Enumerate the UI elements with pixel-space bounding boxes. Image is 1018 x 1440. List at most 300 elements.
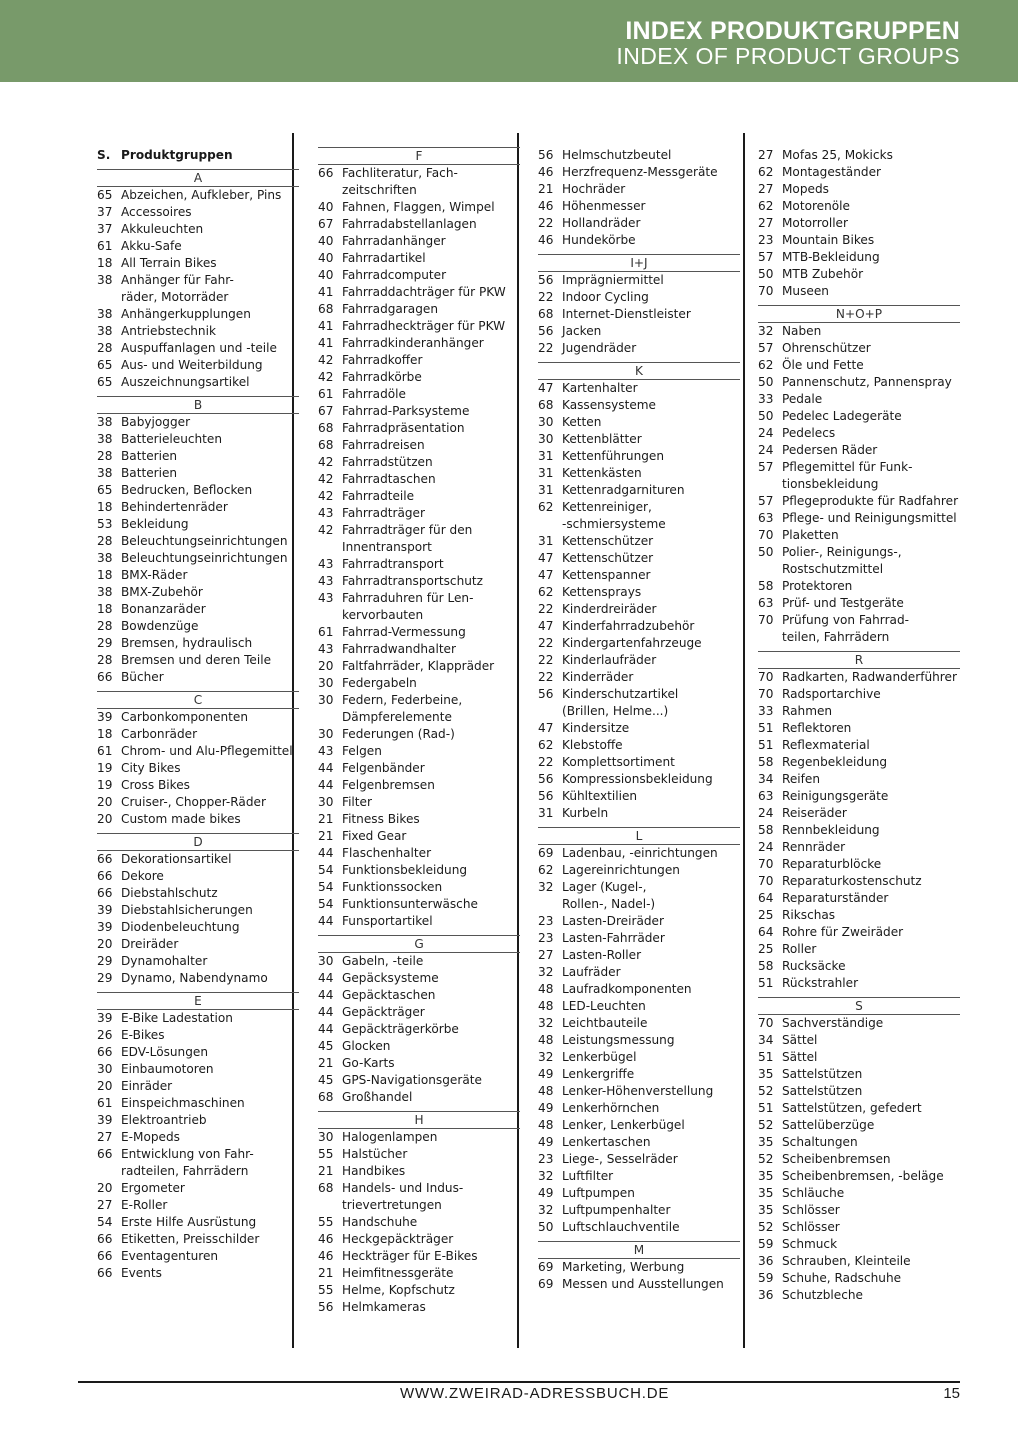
index-entry [318,556,520,573]
entry-page-number: 32 [538,1203,554,1217]
index-entry [758,527,960,544]
index-entry [538,482,740,499]
index-entry [538,981,740,998]
index-entry [318,437,520,454]
index-entry [318,199,520,216]
entry-label: Halogenlampen [342,1130,438,1144]
entry-page-number: 52 [758,1084,774,1098]
index-entry [758,283,960,300]
entry-label: Rahmen [782,704,833,718]
index-entry [538,584,740,601]
entry-label: Ketten [562,415,602,429]
entry-page-number: 61 [318,625,334,639]
entry-page-number: 58 [758,755,774,769]
index-entry [318,970,520,987]
index-entry [97,811,299,828]
entry-label: Handels- und Indus- trievertretungen [342,1181,464,1212]
entry-label: Kinderschutzartikel (Brillen, Helme...) [562,687,679,718]
index-entry [758,459,960,493]
index-entry [318,318,520,335]
entry-page-number: 32 [758,324,774,338]
entry-label: Rikschas [782,908,836,922]
entry-page-number: 18 [97,727,113,741]
index-entry [758,408,960,425]
entry-label: Indoor Cycling [562,290,649,304]
entry-label: Akku-Safe [121,239,182,253]
entry-page-number: 42 [318,455,334,469]
index-entry [538,964,740,981]
entry-page-number: 22 [538,216,554,230]
entry-page-number: 48 [538,1033,554,1047]
entry-label: Cross Bikes [121,778,190,792]
entry-page-number: 68 [318,421,334,435]
index-entry [97,516,299,533]
entry-label: Prüf- und Testgeräte [782,596,904,610]
entry-label: Lasten-Fahrräder [562,931,665,945]
entry-page-number: 42 [318,472,334,486]
index-entry [318,794,520,811]
entry-label: Handschuhe [342,1215,418,1229]
entry-page-number: 50 [758,409,774,423]
index-column-4 [758,147,960,1304]
entry-label: Reflektoren [782,721,852,735]
index-entry [318,760,520,777]
entry-label: Chrom- und Alu-Pflegemittel [121,744,293,758]
entry-page-number: 42 [318,489,334,503]
entry-label: Fahrradstützen [342,455,433,469]
entry-page-number: 56 [538,772,554,786]
entry-label: Internet-Dienstleister [562,307,691,321]
footer-url[interactable]: WWW.ZWEIRAD-ADRESSBUCH.DE [400,1385,670,1402]
entry-page-number: 51 [758,976,774,990]
entry-page-number: 69 [538,846,554,860]
entry-label: Dekore [121,869,164,883]
index-entry [318,1055,520,1072]
index-entry [538,1168,740,1185]
entry-label: Kinderräder [562,670,634,684]
entry-label: Filter [342,795,372,809]
entry-label: Pedelec Ladegeräte [782,409,902,423]
entry-label: Ladenbau, -einrichtungen [562,846,718,860]
index-entry [538,181,740,198]
entry-label: Elektroantrieb [121,1113,207,1127]
entry-page-number: 52 [758,1152,774,1166]
entry-page-number: 47 [538,619,554,633]
entry-page-number: 66 [97,852,113,866]
index-entry [758,340,960,357]
index-entry [758,1253,960,1270]
entry-label: Felgenbremsen [342,778,435,792]
entry-label: Funktionsunterwäsche [342,897,478,911]
entry-page-number: 35 [758,1169,774,1183]
entry-page-number: 51 [758,1050,774,1064]
entry-label: Kettenblätter [562,432,642,446]
entry-page-number: 35 [758,1067,774,1081]
index-entry [318,896,520,913]
index-entry [97,601,299,618]
entry-label: Schrauben, Kleinteile [782,1254,911,1268]
entry-label: Fahrradabstellanlagen [342,217,477,231]
entry-page-number: 66 [318,166,334,180]
entry-page-number: 51 [758,721,774,735]
entry-label: Babyjogger [121,415,191,429]
index-entry [318,386,520,403]
entry-label: GPS-Navigationsgeräte [342,1073,482,1087]
index-entry [758,266,960,283]
entry-label: Pedelecs [782,426,836,440]
entry-page-number: 25 [758,942,774,956]
entry-page-number: 18 [97,500,113,514]
entry-page-number: 30 [97,1062,113,1076]
entry-label: Imprägniermittel [562,273,664,287]
entry-label: Liege-, Sesselräder [562,1152,678,1166]
index-entry [758,215,960,232]
entry-page-number: 31 [538,466,554,480]
index-entry [97,204,299,221]
entry-page-number: 45 [318,1073,334,1087]
entry-label: Federn, Federbeine, Dämpferelemente [342,693,463,724]
entry-label: Rennräder [782,840,846,854]
index-entry [318,522,520,556]
entry-page-number: 38 [97,551,113,565]
index-entry [318,675,520,692]
entry-label: Gepäckträger [342,1005,425,1019]
entry-label: Luftpumpenhalter [562,1203,671,1217]
entry-page-number: 70 [758,687,774,701]
section-letter: E [97,992,299,1010]
entry-label: Schuhe, Radschuhe [782,1271,902,1285]
index-entry [758,771,960,788]
entry-page-number: 37 [97,222,113,236]
entry-page-number: 43 [318,557,334,571]
entry-page-number: 52 [758,1118,774,1132]
entry-label: Lenker-Höhenverstellung [562,1084,714,1098]
index-entry [538,289,740,306]
entry-label: Kettenführungen [562,449,665,463]
entry-page-number: 68 [538,307,554,321]
entry-label: Schläuche [782,1186,845,1200]
entry-page-number: 62 [758,358,774,372]
entry-label: Heimfitnessgeräte [342,1266,454,1280]
entry-label: Diodenbeleuchtung [121,920,240,934]
entry-page-number: 46 [538,199,554,213]
entry-label: Accessoires [121,205,192,219]
entry-page-number: 30 [318,1130,334,1144]
entry-label: Luftfilter [562,1169,614,1183]
index-entry [538,788,740,805]
entry-page-number: 46 [538,165,554,179]
entry-label: Roller [782,942,817,956]
entry-label: Bowdenzüge [121,619,199,633]
entry-label: Fahrradcomputer [342,268,447,282]
index-entry [318,216,520,233]
index-entry [97,1095,299,1112]
entry-label: Reparaturkostenschutz [782,874,922,888]
entry-page-number: 30 [538,432,554,446]
entry-page-number: 21 [318,812,334,826]
entry-page-number: 58 [758,823,774,837]
page-header [0,0,1018,82]
index-entry [538,323,740,340]
entry-page-number: 68 [318,1090,334,1104]
entry-label: Batterien [121,466,178,480]
entry-page-number: 49 [538,1067,554,1081]
entry-page-number: 35 [758,1135,774,1149]
entry-label: Prüfung von Fahrrad- teilen, Fahrrädern [782,613,909,644]
entry-label: LED-Leuchten [562,999,646,1013]
entry-page-number: 48 [538,1118,554,1132]
section-letter: I+J [538,254,740,272]
index-entry [538,1100,740,1117]
entry-label: Schlösser [782,1220,840,1234]
entry-label: Hollandräder [562,216,641,230]
entry-page-number: 66 [97,886,113,900]
entry-page-number: 66 [97,670,113,684]
entry-page-number: 33 [758,392,774,406]
entry-page-number: 42 [318,523,334,537]
entry-label: Kettenspanner [562,568,651,582]
entry-label: Fahrradpräsentation [342,421,465,435]
entry-label: Fahrradtransportschutz [342,574,483,588]
entry-page-number: 54 [318,897,334,911]
entry-label: Bekleidung [121,517,189,531]
entry-page-number: 29 [97,971,113,985]
column-heading [97,147,299,164]
entry-label: Sattelstützen [782,1084,863,1098]
entry-label: Kettenschützer [562,534,654,548]
entry-label: Radkarten, Radwanderführer [782,670,957,684]
index-entry [758,374,960,391]
index-entry [318,658,520,675]
index-column-3 [538,147,740,1293]
index-entry [97,1248,299,1265]
entry-label: Fahrradöle [342,387,406,401]
entry-page-number: 44 [318,971,334,985]
entry-label: Pflege- und Reinigungsmittel [782,511,957,525]
entry-page-number: 18 [97,602,113,616]
entry-page-number: 29 [97,954,113,968]
index-entry [97,851,299,868]
entry-page-number: 65 [97,375,113,389]
entry-page-number: 38 [97,273,113,287]
entry-label: Fahrradheckträger für PKW [342,319,506,333]
entry-label: Fahrradträger [342,506,425,520]
entry-label: Reiseräder [782,806,847,820]
entry-label: Bonanzaräder [121,602,206,616]
entry-label: Museen [782,284,829,298]
entry-page-number: 52 [758,1220,774,1234]
entry-label: Fahrrad-Parksysteme [342,404,470,418]
entry-label: Motorroller [782,216,848,230]
index-entry [758,958,960,975]
entry-page-number: 67 [318,217,334,231]
entry-page-number: 69 [538,1260,554,1274]
index-entry [97,1078,299,1095]
entry-label: Leichtbauteile [562,1016,648,1030]
entry-label: Batterieleuchten [121,432,223,446]
index-entry [538,1032,740,1049]
index-entry [318,471,520,488]
entry-label: Reinigungsgeräte [782,789,889,803]
entry-label: MTB-Bekleidung [782,250,880,264]
entry-page-number: 20 [97,937,113,951]
index-entry [318,1038,520,1055]
index-entry [318,505,520,522]
index-entry [318,692,520,726]
index-entry [538,618,740,635]
entry-page-number: 26 [97,1028,113,1042]
entry-label: Aus- und Weiterbildung [121,358,263,372]
entry-label: Bremsen, hydraulisch [121,636,253,650]
index-entry [97,482,299,499]
index-entry [758,941,960,958]
index-entry [318,1004,520,1021]
index-entry [538,913,740,930]
index-entry [97,1146,299,1180]
entry-label: Jacken [562,324,602,338]
entry-page-number: 31 [538,483,554,497]
entry-label: Gabeln, -teile [342,954,424,968]
entry-label: Schaltungen [782,1135,858,1149]
entry-page-number: 23 [538,931,554,945]
entry-page-number: 68 [538,398,554,412]
index-entry [758,164,960,181]
entry-label: Fahrradtransport [342,557,444,571]
entry-page-number: 44 [318,761,334,775]
entry-label: Fitness Bikes [342,812,420,826]
entry-page-number: 44 [318,988,334,1002]
entry-label: Antriebstechnik [121,324,216,338]
entry-page-number: 38 [97,415,113,429]
index-entry [97,726,299,743]
index-entry [538,720,740,737]
section-letter: H [318,1111,520,1129]
section-letter: F [318,147,520,165]
index-entry [318,641,520,658]
entry-label: Luftpumpen [562,1186,635,1200]
entry-page-number: 59 [758,1237,774,1251]
index-entry [758,1083,960,1100]
entry-label: Ohrenschützer [782,341,871,355]
index-entry [538,1134,740,1151]
entry-label: Fahrradtaschen [342,472,436,486]
index-entry [538,1276,740,1293]
entry-page-number: 21 [318,1266,334,1280]
index-entry [538,1202,740,1219]
index-entry [758,232,960,249]
entry-page-number: 42 [318,353,334,367]
entry-label: Events [121,1266,162,1280]
entry-page-number: 68 [318,1181,334,1195]
entry-page-number: 56 [538,789,554,803]
index-entry [758,1049,960,1066]
column-heading-label: Produktgruppen [121,148,233,162]
index-entry [758,1287,960,1304]
index-entry [758,1202,960,1219]
entry-label: Fachliteratur, Fach- zeitschriften [342,166,458,197]
entry-page-number: 22 [538,602,554,616]
entry-page-number: 38 [97,466,113,480]
entry-page-number: 39 [97,1113,113,1127]
entry-label: Auszeichnungsartikel [121,375,250,389]
entry-page-number: 31 [538,806,554,820]
entry-label: Funsportartikel [342,914,433,928]
index-entry [97,794,299,811]
entry-page-number: 65 [97,358,113,372]
entry-label: Lenker, Lenkerbügel [562,1118,685,1132]
entry-label: Lenkerhörnchen [562,1101,660,1115]
index-entry [538,448,740,465]
entry-page-number: 24 [758,806,774,820]
section-letter: K [538,362,740,380]
entry-page-number: 30 [318,693,334,707]
entry-label: Go-Karts [342,1056,395,1070]
index-entry [758,805,960,822]
entry-page-number: 63 [758,596,774,610]
section-letter: L [538,827,740,845]
entry-label: Behindertenräder [121,500,228,514]
index-entry [97,1265,299,1282]
entry-page-number: 68 [318,438,334,452]
entry-label: Scheibenbremsen, -beläge [782,1169,944,1183]
section-letter: R [758,651,960,669]
entry-page-number: 40 [318,268,334,282]
entry-label: Halstücher [342,1147,408,1161]
entry-label: E-Bikes [121,1028,165,1042]
entry-page-number: 46 [318,1249,334,1263]
entry-page-number: 27 [97,1130,113,1144]
entry-label: Herzfrequenz-Messgeräte [562,165,718,179]
entry-page-number: 28 [97,653,113,667]
entry-page-number: 23 [538,914,554,928]
entry-page-number: 66 [97,1045,113,1059]
page-number: 15 [943,1385,960,1402]
entry-label: Beleuchtungseinrichtungen [121,551,288,565]
index-entry [318,352,520,369]
entry-page-number: 44 [318,1022,334,1036]
entry-page-number: 43 [318,642,334,656]
entry-page-number: 57 [758,250,774,264]
entry-label: Glocken [342,1039,391,1053]
entry-page-number: 41 [318,319,334,333]
index-entry [97,953,299,970]
index-entry [758,425,960,442]
index-entry [538,1066,740,1083]
entry-label: Bremsen und deren Teile [121,653,272,667]
index-entry [758,975,960,992]
entry-label: Handbikes [342,1164,406,1178]
index-entry [758,720,960,737]
entry-label: Komplettsortiment [562,755,675,769]
entry-label: All Terrain Bikes [121,256,217,270]
index-entry [758,1134,960,1151]
entry-page-number: 56 [318,1300,334,1314]
entry-label: Flaschenhalter [342,846,432,860]
entry-page-number: 21 [318,829,334,843]
entry-label: Carbonkomponenten [121,710,249,724]
entry-page-number: 56 [538,273,554,287]
entry-label: Luftschlauchventile [562,1220,680,1234]
index-entry [97,306,299,323]
index-entry [318,811,520,828]
section-letter: A [97,169,299,187]
entry-page-number: 66 [97,1249,113,1263]
entry-page-number: 25 [758,908,774,922]
index-entry [318,335,520,352]
index-entry [538,635,740,652]
entry-label: Fahrradkoffer [342,353,423,367]
entry-label: Federungen (Rad-) [342,727,455,741]
